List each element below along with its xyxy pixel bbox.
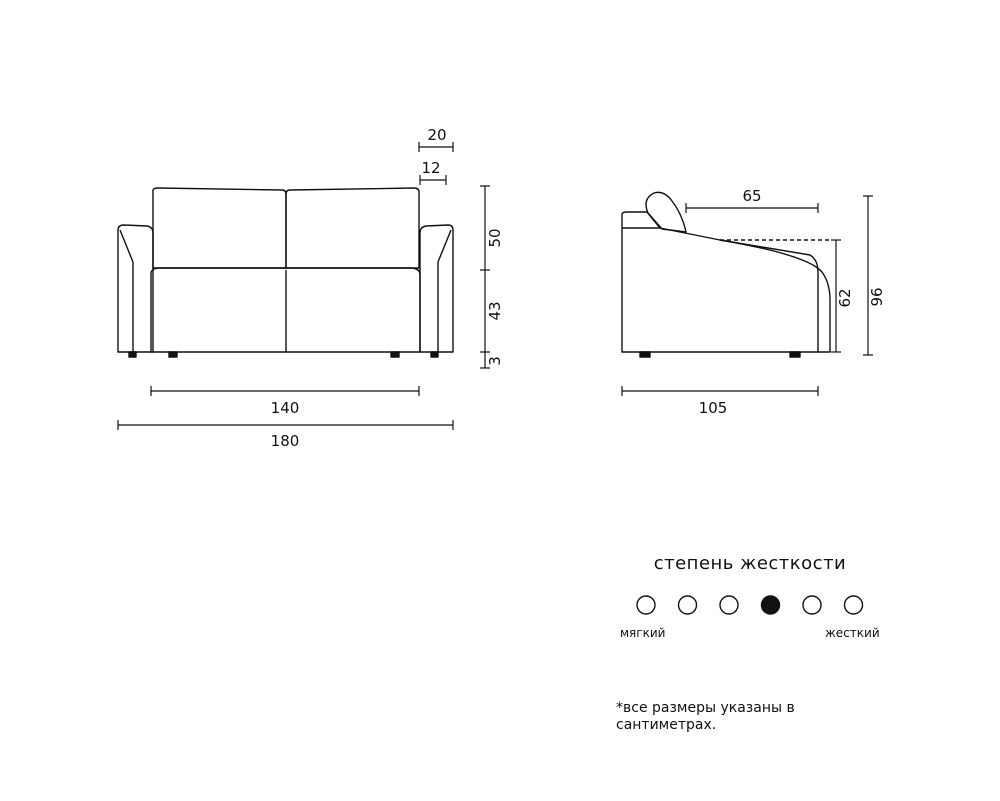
back-cushion-left [153, 188, 286, 268]
dim-label-back-cushion-depth: 20 [427, 126, 447, 144]
leg [169, 352, 177, 357]
firmness-label-hard: жесткий [825, 626, 880, 640]
dim-label-total-depth: 105 [698, 399, 728, 417]
front-dimensions [118, 142, 490, 430]
firmness-dot [637, 596, 655, 614]
side-view [622, 192, 830, 357]
leg [790, 352, 800, 357]
firmness-dot-selected [762, 596, 780, 614]
dim-label-armrest-height: 62 [836, 288, 854, 308]
dim-label-seat-depth: 65 [742, 187, 762, 205]
leg [129, 352, 136, 357]
firmness-dot [720, 596, 738, 614]
firmness-dot [845, 596, 863, 614]
dim-label-total-height: 96 [868, 287, 886, 307]
side-body [622, 212, 830, 352]
units-note: *все размеры указаны в сантиметрах. [616, 700, 795, 733]
leg [431, 352, 438, 357]
front-view [118, 188, 453, 357]
dim-label-total-width: 180 [270, 432, 300, 450]
side-back-cushion [646, 192, 686, 232]
dim-label-back-height: 50 [486, 228, 504, 248]
firmness-dot [679, 596, 697, 614]
armrest-left [118, 225, 153, 352]
firmness-label-soft: мягкий [620, 626, 666, 640]
dim-label-leg-height: 3 [486, 356, 504, 366]
leg [640, 352, 650, 357]
armrest-right [420, 225, 453, 352]
dim-label-seat-width: 140 [270, 399, 300, 417]
back-cushion-right [286, 188, 419, 268]
firmness-scale [637, 596, 863, 614]
firmness-title: степень жесткости [653, 553, 847, 574]
dim-label-seat-height: 43 [486, 301, 504, 321]
firmness-dot [803, 596, 821, 614]
leg [391, 352, 399, 357]
dim-label-armrest-width: 12 [421, 159, 441, 177]
